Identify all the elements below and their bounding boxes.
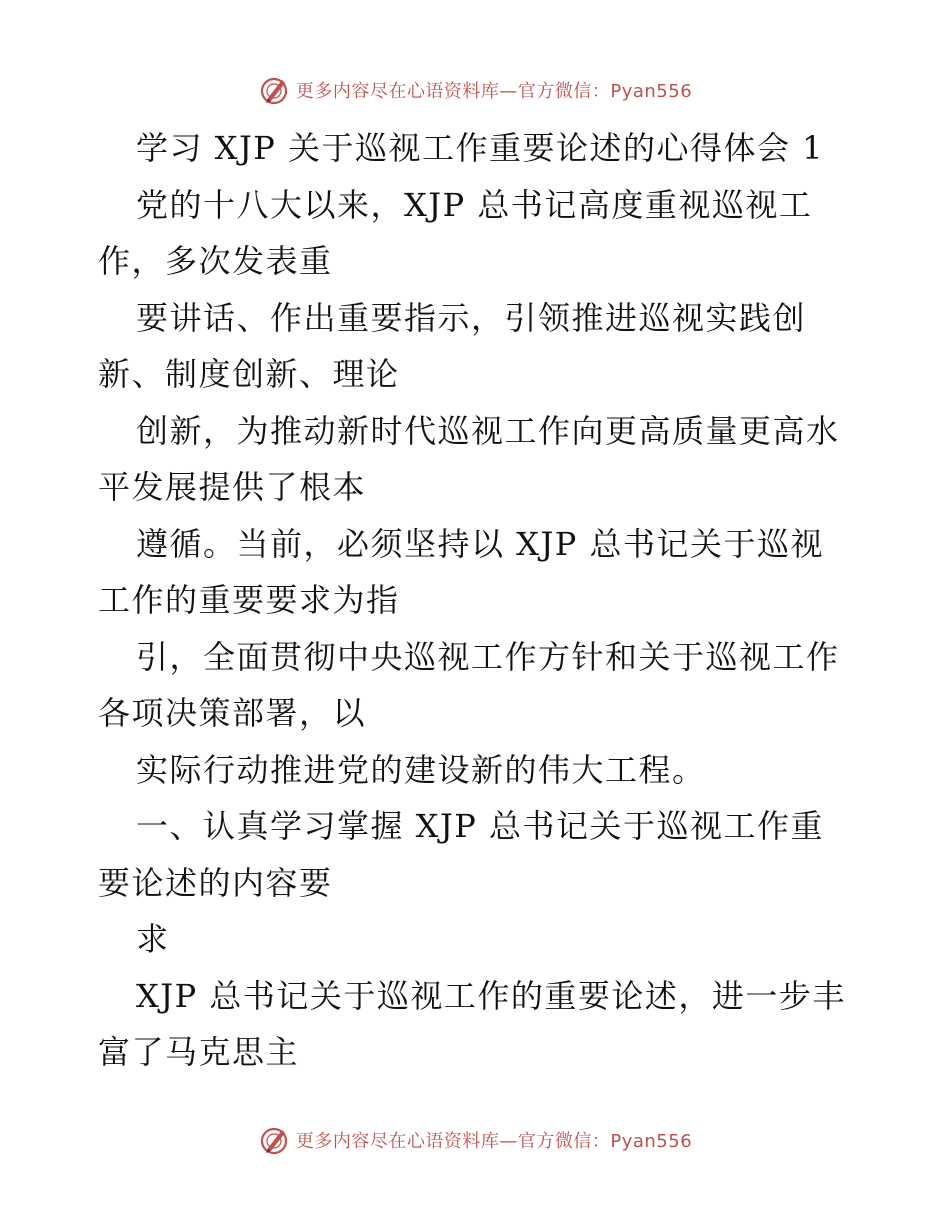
watermark-text: 更多内容尽在心语资料库—官方微信：Pyan556: [295, 81, 693, 102]
text-line: 求: [136, 920, 170, 958]
pen-logo-icon: [258, 74, 290, 106]
text-line: 一、认真学习掌握 XJP 总书记关于巡视工作重: [136, 807, 824, 845]
text-line: 各项决策部署，以: [98, 694, 367, 732]
text-line: 作，多次发表重: [98, 242, 333, 280]
document-body: [98, 120, 858, 1081]
text-line: 党的十八大以来，XJP 总书记高度重视巡视工: [136, 185, 813, 224]
text-line: 实际行动推进党的建设新的伟大工程。: [136, 750, 706, 789]
header-watermark-banner: [0, 70, 950, 110]
text-line: 学习 XJP 关于巡视工作重要论述的心得体会 1: [136, 129, 825, 167]
text-line: 工作的重要要求为指: [98, 581, 400, 619]
text-line: 创新，为推动新时代巡视工作向更高质量更高水: [136, 411, 840, 450]
text-line: 引，全面贯彻中央巡视工作方针和关于巡视工作: [136, 637, 840, 676]
text-line: 新、制度创新、理论: [98, 355, 400, 393]
pen-logo-icon: [258, 1124, 290, 1156]
text-line: 遵循。当前，必须坚持以 XJP 总书记关于巡视: [136, 524, 824, 563]
text-line: 平发展提供了根本: [98, 468, 367, 506]
text-line: 富了马克思主: [98, 1033, 300, 1071]
watermark-text: 更多内容尽在心语资料库—官方微信：Pyan556: [295, 1131, 693, 1152]
text-line: XJP 总书记关于巡视工作的重要论述，进一步丰: [136, 976, 846, 1015]
text-line: 要讲话、作出重要指示，引领推进巡视实践创: [136, 298, 807, 337]
footer-watermark-banner: [0, 1120, 950, 1160]
text-line: 要论述的内容要: [98, 863, 333, 902]
